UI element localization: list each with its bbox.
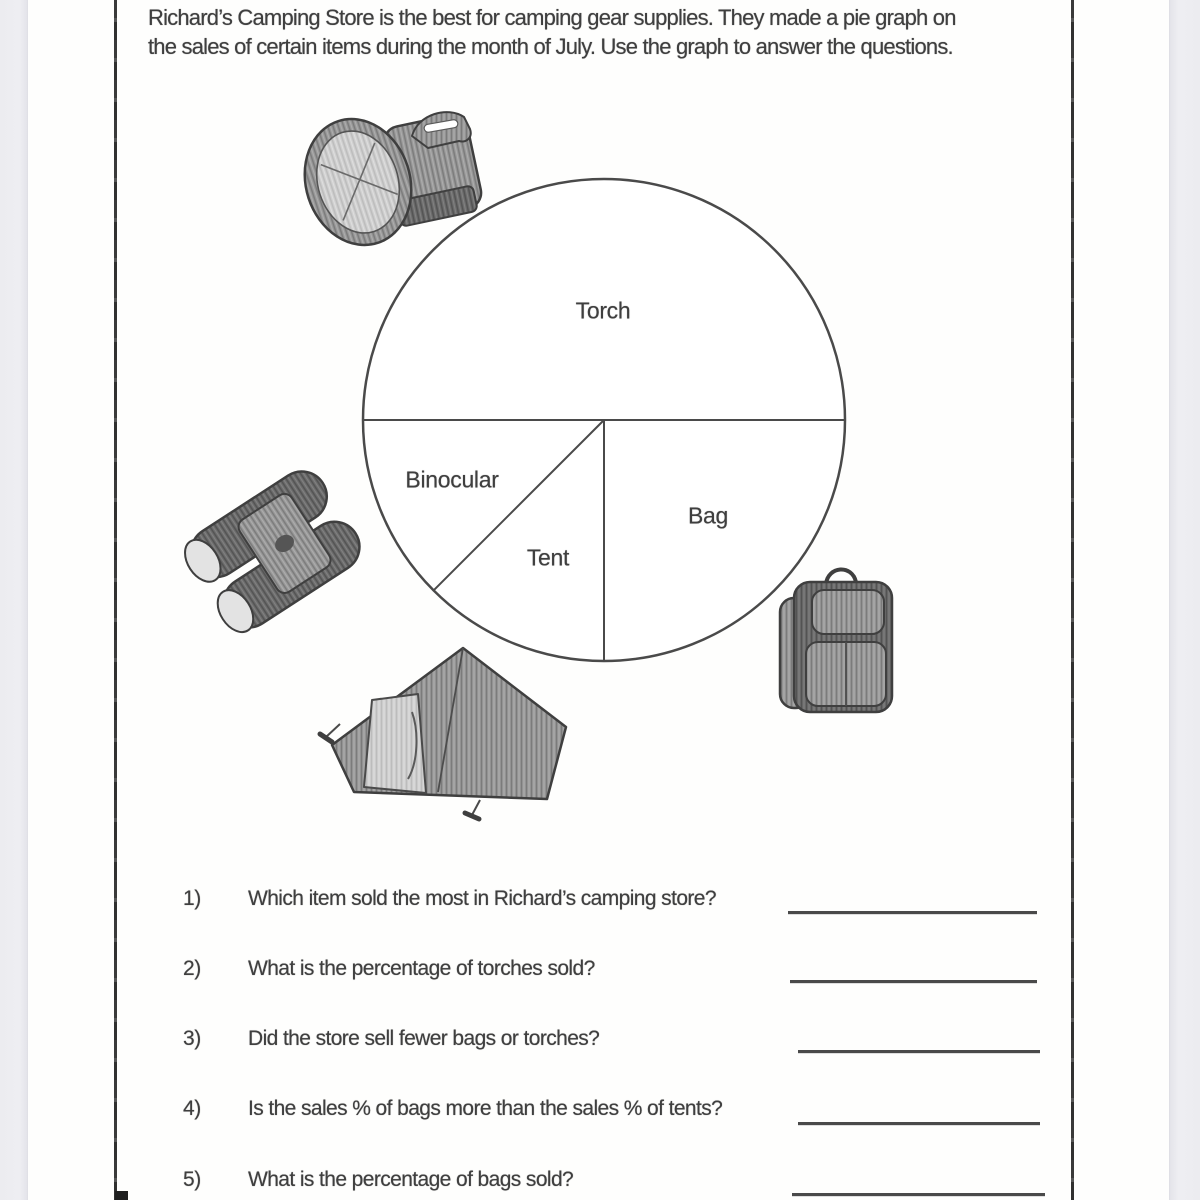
- question-3-number: 3): [183, 1027, 201, 1050]
- question-4-number: 4): [183, 1097, 201, 1120]
- pie-chart: [363, 179, 845, 661]
- worksheet-left-border: [114, 0, 117, 1200]
- answer-line-5: [792, 1193, 1045, 1196]
- question-4-text: Is the sales % of bags more than the sales % of tents?: [248, 1097, 723, 1120]
- answer-line-2: [790, 980, 1037, 983]
- pie-slice-label-binocular: Binocular: [405, 466, 499, 493]
- question-5-text: What is the percentage of bags sold?: [248, 1168, 574, 1191]
- question-1-text: Which item sold the most in Richard’s camping store?: [248, 887, 716, 910]
- pie-slice-label-bag: Bag: [687, 502, 729, 529]
- backpack-illustration: [780, 569, 892, 712]
- question-5-number: 5): [183, 1168, 201, 1191]
- worksheet-right-border: [1071, 0, 1074, 1200]
- tent-illustration: [320, 648, 566, 819]
- question-1-number: 1): [183, 887, 201, 910]
- binoculars-illustration: [177, 462, 369, 640]
- question-2-number: 2): [183, 957, 201, 980]
- question-3-text: Did the store sell fewer bags or torches?: [248, 1027, 600, 1050]
- right-gray-margin: [1169, 0, 1200, 1200]
- page-bottom-cutoff-mark: [115, 1191, 128, 1200]
- pie-slice-label-torch: Torch: [575, 297, 631, 324]
- answer-line-1: [788, 911, 1037, 914]
- left-gray-margin: [0, 0, 28, 1200]
- pie-slice-label-tent: Tent: [526, 544, 570, 571]
- answer-line-3: [798, 1050, 1040, 1053]
- instructions-line-2: the sales of certain items during the month of July. Use the graph to answer the questions.: [148, 34, 953, 59]
- question-2-text: What is the percentage of torches sold?: [248, 957, 595, 980]
- answer-line-4: [798, 1122, 1040, 1125]
- instructions-line-1: Richard’s Camping Store is the best for camping gear supplies. They made a pie graph on: [148, 5, 956, 30]
